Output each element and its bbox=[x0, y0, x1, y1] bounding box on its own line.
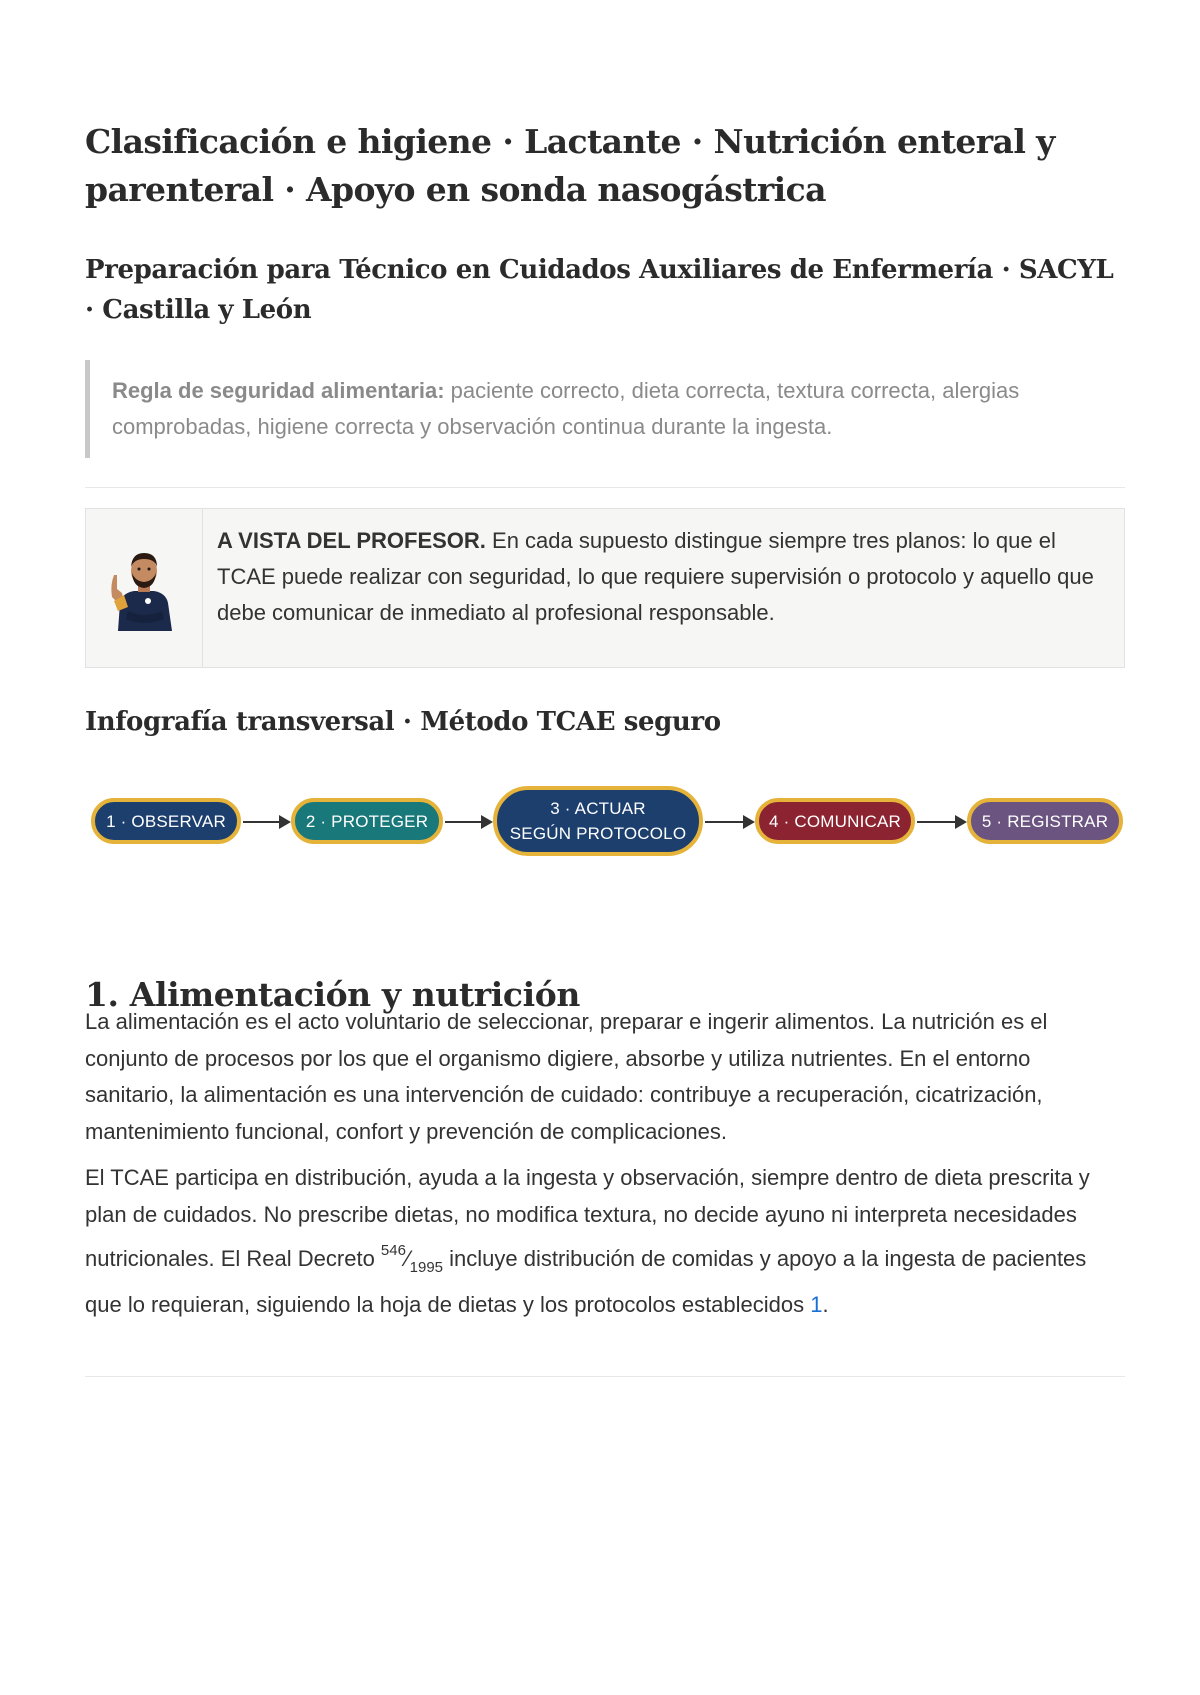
step-actuar-line1: 3 · ACTUAR bbox=[550, 799, 646, 818]
flow-arrow bbox=[705, 821, 753, 823]
safety-rule-text: paciente correcto, dieta correcta, textura correcta, alergias comprobadas, higiene correcta y observación continua durante la ingesta. bbox=[112, 378, 1020, 439]
page-subtitle: Preparación para Técnico en Cuidados Auxiliares de Enfermería · SACYL · Castilla y León bbox=[85, 255, 1114, 325]
safety-rule-label: Regla de seguridad alimentaria: bbox=[112, 378, 445, 403]
step-registrar: 5 · REGISTRAR bbox=[967, 798, 1123, 844]
tcae-method-flow bbox=[85, 780, 1125, 860]
step-comunicar: 4 · COMUNICAR bbox=[755, 798, 915, 844]
flow-arrow bbox=[917, 821, 965, 823]
step-actuar bbox=[493, 786, 703, 856]
professor-note-label: A VISTA DEL PROFESOR. bbox=[217, 528, 486, 553]
infographic-title: Infografía transversal · Método TCAE seguro bbox=[85, 707, 721, 737]
step-proteger: 2 · PROTEGER bbox=[291, 798, 443, 844]
professor-note-body: En cada supuesto distingue siempre tres planos: lo que el TCAE puede realizar con seguridad, lo que requiere supervisión o protocolo y aquello que debe comunicar de inmediato al profesional responsable. bbox=[217, 528, 1094, 625]
safety-rule-quote bbox=[85, 360, 1125, 458]
decree-number-num: 546 bbox=[380, 1242, 406, 1259]
page-title: Clasificación e higiene · Lactante · Nutrición enteral y parenteral · Apoyo en sonda nasogástrica bbox=[85, 122, 1055, 209]
professor-note bbox=[85, 508, 1125, 668]
step-observar: 1 · OBSERVAR bbox=[91, 798, 241, 844]
section-paragraph-1: La alimentación es el acto voluntario de seleccionar, preparar e ingerir alimentos. La nutrición es el conjunto de procesos por los que el organismo digiere, absorbe y utiliza nutrientes. En el entorno sanitario, la alimentación es una intervención de cuidado: contribuye a recuperación, cicatrización, mantenimiento funcional, confort y prevención de complicaciones. bbox=[85, 1009, 1048, 1144]
divider bbox=[85, 1376, 1125, 1377]
decree-number: $^{546}⁄_{1995}$ bbox=[380, 1242, 444, 1276]
section-paragraph-2 bbox=[85, 1160, 1125, 1323]
decree-number-year: 1995 bbox=[409, 1259, 444, 1276]
paragraph-2-text-b: incluye distribución de comidas y apoyo a la ingesta de pacientes que lo requieran, siguiendo la hoja de dietas y los protocolos establecidos bbox=[85, 1246, 1087, 1317]
step-actuar-line2: SEGÚN PROTOCOLO bbox=[509, 824, 687, 843]
reference-link[interactable]: 1 bbox=[810, 1291, 823, 1317]
flow-arrow bbox=[243, 821, 289, 823]
divider bbox=[85, 487, 1125, 488]
professor-avatar-cell bbox=[86, 509, 203, 667]
paragraph-2-end: . bbox=[822, 1291, 829, 1317]
professor-avatar bbox=[108, 545, 180, 631]
flow-arrow bbox=[445, 821, 491, 823]
section-heading: 1. Alimentación y nutrición bbox=[85, 975, 580, 1015]
professor-note-text bbox=[203, 509, 1124, 667]
paragraph-2-text-a: El TCAE participa en distribución, ayuda a la ingesta y observación, siempre dentro de dieta prescrita y plan de cuidados. No prescribe dietas, no modifica textura, no decide ayuno ni interpreta necesidades nutricionales. El Real Decreto bbox=[85, 1165, 1090, 1271]
